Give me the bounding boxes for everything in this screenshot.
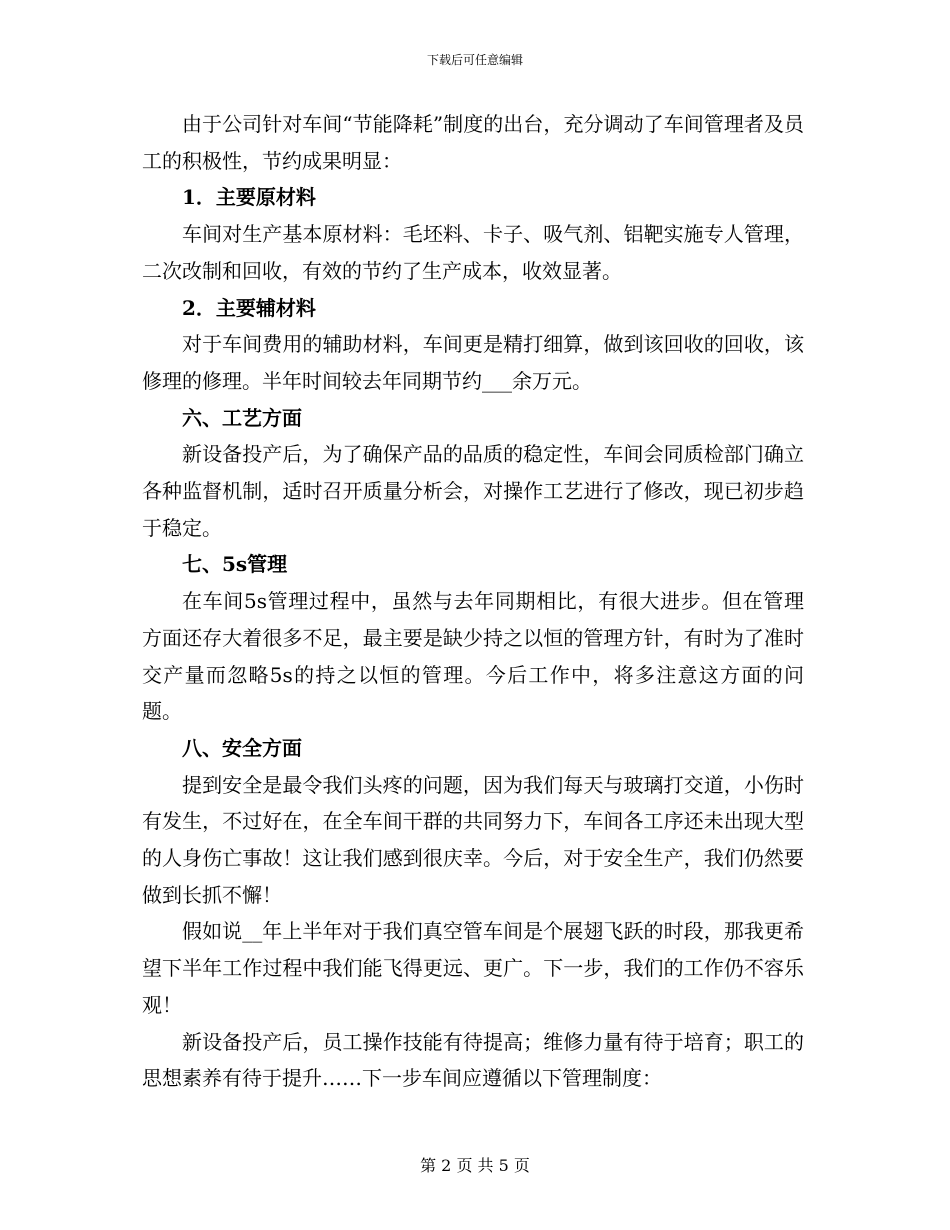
page-header: 下载后可任意编辑 xyxy=(426,53,523,67)
heading-raw-materials: 1．主要原材料 xyxy=(182,185,316,210)
heading-auxiliary-materials: 2．主要辅材料 xyxy=(182,295,316,320)
paragraph-process: 新设备投产后，为了确保产品的品质的稳定性，车间会同质检部门确立各种监督机制，适时召开质量分析会，对操作工艺进行了修改，现已初步趋于稳定。 xyxy=(142,442,804,540)
document-body xyxy=(142,106,804,1097)
heading-safety: 八、安全方面 xyxy=(182,735,302,760)
paragraph-5s-management: 在车间5s管理过程中，虽然与去年同期相比，有很大进步。但在管理方面还存大着很多不足，最主要是缺少持之以恒的管理方针，有时为了准时交产量而忽略5s的持之以恒的管理。今后工作中，将多注意这方面的问题。 xyxy=(142,589,804,724)
paragraph-raw-materials: 车间对生产基本原材料：毛坯料、卡子、吸气剂、铝靶实施专人管理，二次改制和回收，有效的节约了生产成本，收效显著。 xyxy=(142,222,804,283)
paragraph-outlook: 假如说__年上半年对于我们真空管车间是个展翅飞跃的时段，那我更希望下半年工作过程中我们能飞得更远、更广。下一步，我们的工作仍不容乐观！ xyxy=(142,919,804,1017)
heading-process: 六、工艺方面 xyxy=(182,405,302,430)
page-footer: 第 2 页 共 5 页 xyxy=(420,1156,530,1175)
paragraph-safety: 提到安全是最令我们头疼的问题，因为我们每天与玻璃打交道，小伤时有发生，不过好在，在全车间干群的共同努力下，车间各工序还未出现大型的人身伤亡事故！这让我们感到很庆幸。今后，对于安全生产，我们仍然要做到长抓不懈！ xyxy=(142,772,804,907)
paragraph-auxiliary-materials: 对于车间费用的辅助材料，车间更是精打细算，做到该回收的回收，该修理的修理。半年时间较去年同期节约___余万元。 xyxy=(142,332,804,393)
heading-5s-management: 七、5s管理 xyxy=(182,552,288,577)
paragraph-intro: 由于公司针对车间“节能降耗”制度的出台，充分调动了车间管理者及员工的积极性，节约成果明显： xyxy=(142,112,804,173)
paragraph-next-steps: 新设备投产后，员工操作技能有待提高；维修力量有待于培育；职工的思想素养有待于提升……下一步车间应遵循以下管理制度： xyxy=(142,1029,804,1091)
